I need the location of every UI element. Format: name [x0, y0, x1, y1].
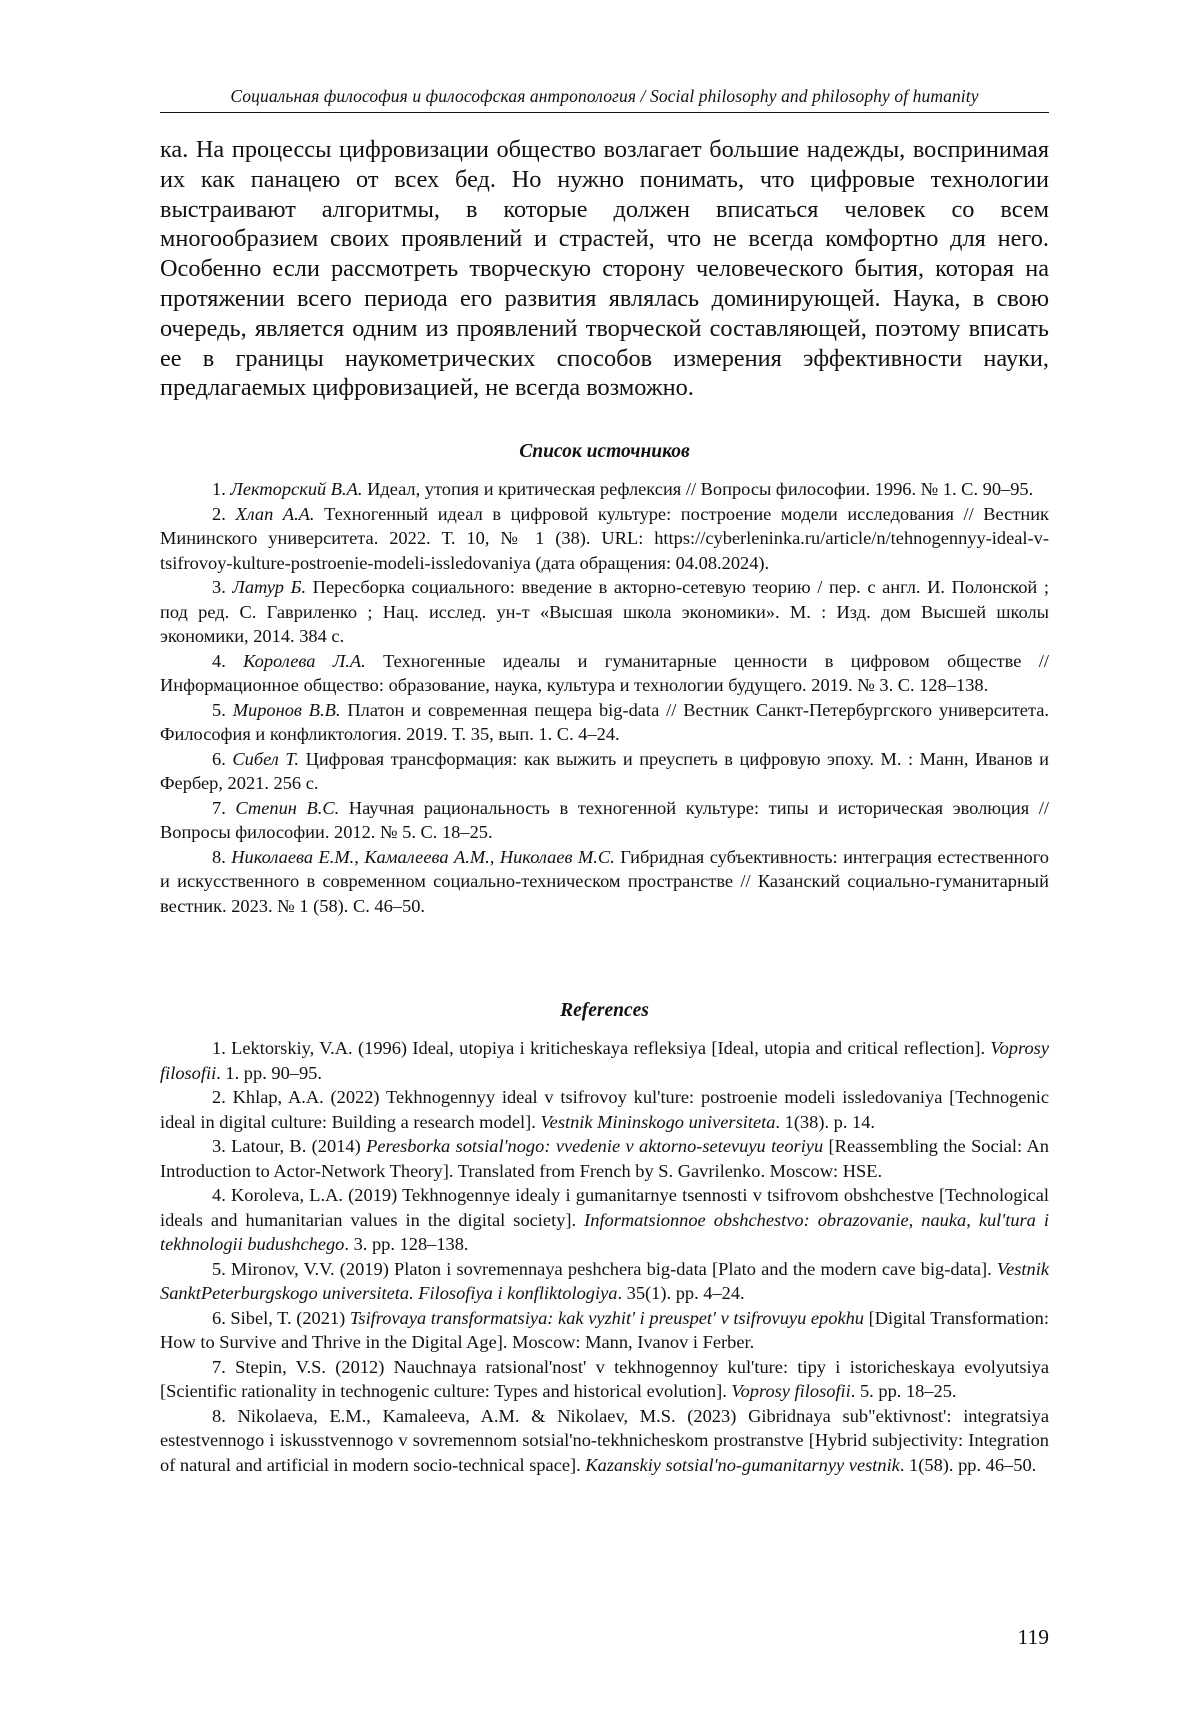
- reference-number: 1.: [212, 1038, 226, 1058]
- reference-text: Lektorskiy, V.A. (1996) Ideal, utopiya i kriticheskaya refleksiya [Ideal, utopia and critical reflection].: [225, 1038, 991, 1058]
- reference-italic: Vestnik SanktPeterburgskogo universiteta. Filosofiya i konfliktologiya: [160, 1258, 1049, 1303]
- reference-item: [160, 1306, 1049, 1355]
- source-text: Цифровая трансформация: как выжить и преуспеть в цифровую эпоху. М. : Манн, Иванов и Фербер, 2021. 256 с.: [160, 748, 1050, 793]
- source-number: 7.: [212, 797, 226, 818]
- reference-italic: Peresborka sotsial'nogo: vvedenie v aktorno-setevuyu teoriyu: [366, 1136, 824, 1156]
- reference-number: 4.: [212, 1185, 226, 1205]
- source-item: [160, 845, 1049, 919]
- source-item: [160, 796, 1049, 845]
- source-author: Латур Б.: [232, 577, 307, 597]
- reference-item: [160, 1036, 1049, 1085]
- source-item: [160, 477, 1049, 502]
- reference-number: 3.: [212, 1136, 226, 1156]
- source-text: Платон и современная пещера big-data // Вестник Санкт-Петербургского университета. Философия и конфликтология. 2019. Т. 35, вып. 1. С. 4–24.: [160, 699, 1049, 744]
- source-author: Миронов В.В.: [232, 699, 341, 720]
- sources-heading: Список источников: [519, 441, 690, 462]
- reference-text: Koroleva, L.A. (2019) Tekhnogennye idealy i gumanitarnye tsennosti v tsifrovom obshchestve [Technological ideals and humanitarian values in the digital society].: [160, 1185, 1049, 1230]
- reference-text: Mironov, V.V. (2019) Platon i sovremennaya peshchera big-data [Plato and the modern cave big-data].: [225, 1258, 997, 1279]
- source-text: Техногенный идеал в цифровой культуре: построение модели исследования // Вестник Мининского университета. 2022. Т. 10, № 1 (38). URL: https://cyberleninka.ru/article/n/tehnogennyy-ideal-v-tsifrovoy-kulture-postroenie-modeli-issledovaniya (дата обращения: 04.08.2024).: [160, 503, 1049, 573]
- source-number: 6.: [212, 748, 226, 769]
- references-heading: References: [560, 1000, 649, 1021]
- source-item: [160, 747, 1049, 796]
- header-rule: [160, 112, 1049, 113]
- source-item: [160, 698, 1049, 747]
- reference-item: [160, 1085, 1049, 1134]
- source-author: Лекторский В.А.: [230, 479, 363, 499]
- source-item: [160, 575, 1049, 649]
- body-paragraph: ка. На процессы цифровизации общество возлагает большие надежды, воспринимая их как панацею от всех бед. Но нужно понимать, что цифровые технологии выстраивают алгоритмы, в которые должен вписаться человек со всем многообразием своих проявлений и страстей, что не всегда комфортно для него. Особенно если рассмотреть творческую сторону человеческого бытия, которая на протяжении всего периода его развития являлась доминирующей. Наука, в свою очередь, является одним из проявлений творческой составляющей, поэтому вписать ее в границы наукометрических способов измерения эффективности науки, предлагаемых цифровизацией, не всегда возможно.: [160, 136, 1049, 402]
- reference-number: 6.: [212, 1307, 226, 1328]
- reference-text-end: [Reassembling the Social: An Introduction to Actor-Network Theory]. Translated from French by S. Gavrilenko. Moscow: HSE.: [160, 1136, 1049, 1181]
- source-number: 1.: [212, 479, 226, 499]
- source-text: Гибридная субъективность: интеграция естественного и искусственного в современном социально-техническом пространстве // Казанский социально-гуманитарный вестник. 2023. № 1 (58). С. 46–50.: [160, 846, 1050, 916]
- reference-text-end: . 1(58). pp. 46–50.: [899, 1454, 1037, 1475]
- running-header: Социальная философия и философская антропология / Social philosophy and philosophy of humanity: [230, 86, 979, 106]
- source-item: [160, 649, 1049, 698]
- source-text: Научная рациональность в техногенной культуре: типы и историческая эволюция // Вопросы философии. 2012. № 5. С. 18–25.: [160, 797, 1049, 842]
- source-text: Идеал, утопия и критическая рефлексия // Вопросы философии. 1996. № 1. С. 90–95.: [362, 479, 1034, 499]
- source-number: 2.: [212, 503, 226, 524]
- reference-number: 5.: [212, 1258, 226, 1279]
- source-number: 3.: [212, 577, 226, 597]
- reference-number: 8.: [212, 1405, 226, 1426]
- source-number: 4.: [212, 650, 226, 671]
- sources-list: [160, 477, 1049, 918]
- source-author: Королева Л.А.: [243, 650, 366, 671]
- source-item: [160, 502, 1049, 576]
- source-author: Сибел Т.: [232, 748, 300, 769]
- source-number: 8.: [212, 846, 226, 867]
- source-author: Хлап А.А.: [235, 503, 315, 524]
- reference-item: [160, 1355, 1049, 1404]
- reference-item: [160, 1257, 1049, 1306]
- reference-italic: Voprosy filosofii: [160, 1038, 1049, 1083]
- reference-text: Stepin, V.S. (2012) Nauchnaya ratsional'nost' v tekhnogennoy kul'ture: tipy i istoricheskaya evolyutsiya [Scientific rationality in technogenic culture: Types and historical evolution].: [160, 1356, 1049, 1401]
- reference-text-end: . 5. pp. 18–25.: [850, 1381, 957, 1401]
- source-number: 5.: [212, 699, 226, 720]
- reference-number: 7.: [212, 1356, 226, 1377]
- reference-text-end: . 3. pp. 128–138.: [344, 1234, 469, 1254]
- reference-text: Khlap, A.A. (2022) Tekhnogennyy ideal v tsifrovoy kul'ture: postroenie modeli issledovaniya [Technogenic ideal in digital culture: Building a research model].: [160, 1087, 1049, 1132]
- reference-italic: Kazanskiy sotsial'no-gumanitarnyy vestnik: [585, 1454, 900, 1475]
- reference-italic: Tsifrovaya transformatsiya: kak vyzhit' i preuspet' v tsifrovuyu epokhu: [349, 1307, 864, 1328]
- reference-item: [160, 1183, 1049, 1257]
- reference-italic: Vestnik Mininskogo universiteta: [540, 1111, 776, 1132]
- reference-item: [160, 1404, 1049, 1478]
- reference-text: Sibel, T. (2021): [225, 1307, 350, 1328]
- reference-text-end: [Digital Transformation: How to Survive and Thrive in the Digital Age]. Moscow: Mann, Ivanov i Ferber.: [160, 1307, 1049, 1352]
- reference-text-end: . 1. pp. 90–95.: [216, 1062, 322, 1083]
- source-author: Николаева Е.М., Камалеева А.М., Николаев М.С.: [231, 846, 615, 867]
- source-author: Степин В.С.: [235, 797, 340, 818]
- source-text: Пересборка социального: введение в акторно-сетевую теорию / пер. с англ. И. Полонской ; под ред. С. Гавриленко ; Нац. исслед. ун-т «Высшая школа экономики». М. : Изд. дом Высшей школы экономики, 2014. 384 с.: [160, 577, 1049, 646]
- reference-italic: Informatsionnoe obshchestvo: obrazovanie, nauka, kul'tura i tekhnologii budushchego: [160, 1209, 1049, 1254]
- reference-text: Latour, B. (2014): [225, 1136, 367, 1156]
- reference-item: [160, 1134, 1049, 1183]
- page-number: 119: [1017, 1625, 1049, 1649]
- body-text: [160, 135, 1049, 403]
- references-list: [160, 1036, 1049, 1477]
- reference-text: Nikolaeva, E.M., Kamaleeva, A.M. & Nikolaev, M.S. (2023) Gibridnaya sub"ektivnost': integratsiya estestvennogo i iskusstvennogo v sovremennom sotsial'no-tekhnicheskom prostranstve [Hybrid subjectivity: Integration of natural and artificial in modern socio-technical space].: [160, 1405, 1049, 1475]
- reference-text-end: . 1(38). p. 14.: [775, 1111, 876, 1132]
- reference-italic: Voprosy filosofii: [731, 1381, 851, 1401]
- reference-text-end: . 35(1). pp. 4–24.: [617, 1283, 745, 1303]
- source-text: Техногенные идеалы и гуманитарные ценности в цифровом обществе // Информационное общество: образование, наука, культура и технологии будущего. 2019. № 3. С. 128–138.: [160, 650, 1049, 695]
- reference-number: 2.: [212, 1087, 226, 1107]
